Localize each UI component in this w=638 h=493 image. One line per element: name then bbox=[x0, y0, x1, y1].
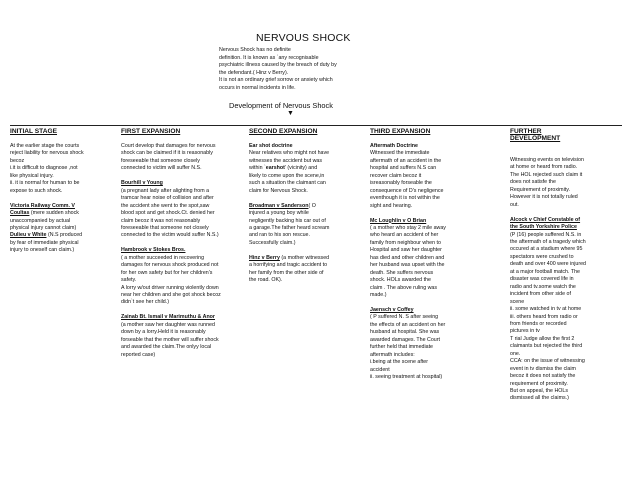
text-line: T rial Judge allow the first 2 bbox=[510, 335, 575, 342]
text-line: her family from the other side of bbox=[249, 269, 324, 276]
heading-initial-stage bbox=[10, 128, 57, 135]
text-line: requirement of proximity. bbox=[510, 380, 568, 387]
text-line: and ran to his son rescue. bbox=[249, 232, 310, 239]
text-line: becoz it does not satisfy the bbox=[510, 373, 576, 380]
text-line: foreseeable that someone not closely bbox=[121, 224, 209, 231]
case-name bbox=[510, 217, 586, 224]
intro-line: definition. It is known as `any recognisable bbox=[219, 54, 319, 61]
text-line: hospital and suffers N.S can bbox=[370, 165, 437, 172]
text-line: claim . The above ruling was bbox=[370, 284, 438, 291]
text-line: accident bbox=[370, 366, 390, 373]
text-line: unaccompanied by actual bbox=[10, 217, 71, 224]
text-line: within `earshot' (vicinity) and bbox=[249, 165, 318, 172]
text-line: for her own safety but for her children's bbox=[121, 269, 213, 276]
text-line: shock. HOLs awarded the bbox=[370, 277, 431, 284]
text-line: pictures in tv bbox=[510, 328, 540, 335]
text-line: ( a mother who stay 2 mile away bbox=[370, 224, 446, 231]
text-line: ii. some watched in tv at home bbox=[510, 306, 582, 313]
heading-third-expansion bbox=[370, 128, 430, 135]
text-line: i.it is difficult to diagnose ,not bbox=[10, 165, 78, 172]
text-line: forseable that the mother will suffer shock bbox=[121, 336, 219, 343]
column-third-expansion bbox=[370, 143, 446, 381]
heading-further-development bbox=[510, 128, 560, 142]
text-line: But on appeal, the HOLs bbox=[510, 388, 569, 395]
text-line: Witnessed the immediate bbox=[370, 150, 430, 157]
text-line: tramcar hear noise of collision and after bbox=[121, 195, 214, 202]
page-title: NERVOUS SHOCK bbox=[256, 32, 351, 44]
text-line: from friends or recorded bbox=[510, 320, 567, 327]
text-line: Hospital and saw her daughter bbox=[370, 247, 442, 254]
text-line: further held that immediate bbox=[370, 344, 434, 351]
heading-first-expansion bbox=[121, 128, 180, 135]
text-line: CCA: on the issue of witnessing bbox=[510, 358, 585, 365]
timeline-divider bbox=[10, 125, 622, 126]
case-title: Victoria Railway Comm. V bbox=[10, 202, 75, 209]
intro-line: Nervous Shock has no definite bbox=[219, 47, 291, 53]
case-name bbox=[370, 307, 446, 314]
text-line: reported case) bbox=[121, 351, 156, 358]
case-name: Dulieu v White (N.S produced bbox=[10, 232, 83, 239]
text-line: A lorry w/out driver running violently down bbox=[121, 284, 219, 291]
text-line: iii. others heard from radio or bbox=[510, 313, 578, 320]
text-line: occured at a stadium where 95 bbox=[510, 246, 583, 253]
text-line: at a major football match. The bbox=[510, 268, 580, 275]
intro-line: psychiatric illness caused by the breach of duty by bbox=[219, 62, 337, 69]
heading-second-expansion bbox=[249, 128, 317, 135]
case-title: Broadman v Sanderson bbox=[249, 202, 309, 209]
text-line: out. bbox=[510, 201, 519, 208]
text-line: shock can be claimed if it is reasonably bbox=[121, 150, 213, 157]
text-line: the effects of an accident on her bbox=[370, 321, 446, 328]
text-line: ( a mother succeeded in recovering bbox=[121, 254, 205, 261]
case-title: Zainab Bt. Ismail v Marimuthu & Anor bbox=[121, 314, 215, 321]
text-line: recover claim becoz it bbox=[370, 172, 422, 179]
text-line: near her children and she got shock becoz bbox=[121, 292, 221, 299]
text-line: dismissed all the claims.) bbox=[510, 395, 569, 402]
text-line: consequence of D's negligence bbox=[370, 187, 444, 194]
text-line: blood spot and get shock.Ct. denied her bbox=[121, 210, 215, 217]
text-line: claim for Nervous Shock. bbox=[249, 187, 308, 194]
text-line: reject liability for nervous shock bbox=[10, 150, 84, 157]
arrow-down-icon: ▼ bbox=[287, 110, 294, 117]
text-line: witnesses the accident but was bbox=[249, 157, 323, 164]
case-title: Ear shot doctrine bbox=[249, 143, 293, 149]
text-line: At the earlier stage the courts bbox=[10, 143, 80, 149]
text-line: connected to victim will suffer N.S. bbox=[121, 165, 202, 172]
text-line: family from neighbour when to bbox=[370, 239, 441, 246]
text-line: i.being at the scene after bbox=[370, 359, 429, 366]
text-line: The HOL rejected such claim it bbox=[510, 171, 583, 178]
text-line: spectators were crushed to bbox=[510, 253, 574, 260]
case-title: Aftermath Doctrine bbox=[370, 143, 418, 149]
column-further-development bbox=[510, 157, 586, 403]
text-line: the accident she went to the spot,saw bbox=[121, 202, 210, 209]
case-name: Broadman v Sanderson( O bbox=[249, 202, 316, 209]
line-gap bbox=[370, 300, 446, 307]
text-line: expose to such shock. bbox=[10, 187, 63, 194]
text-line: who heard an accident of her bbox=[370, 232, 439, 239]
text-line: the aftermath of a tragedy which bbox=[510, 238, 586, 245]
text-line: likely to come upon the scene,in bbox=[249, 172, 325, 179]
text-line: death. She suffers nervous bbox=[370, 269, 434, 276]
case-name: Hinz v Berry (a mother witnessed bbox=[249, 254, 330, 261]
intro-line: occurs in normal incidents in life. bbox=[219, 84, 296, 91]
heading-line: THIRD EXPANSION bbox=[370, 128, 431, 135]
text-line: Court develop that damages for nervous bbox=[121, 143, 216, 149]
text-line: Near relatives who might not have bbox=[249, 150, 330, 157]
case-name bbox=[510, 224, 586, 231]
case-title: Bourhill v Young bbox=[121, 180, 163, 187]
text-line: such a situation the claimant can bbox=[249, 180, 326, 187]
heading-line: FURTHER bbox=[510, 128, 542, 135]
text-line: awarded damages. The Court bbox=[370, 336, 440, 343]
line-gap bbox=[10, 195, 84, 202]
case-name bbox=[370, 218, 446, 225]
case-title: Jaensch v Coffey bbox=[370, 306, 414, 313]
doctrine-name bbox=[249, 143, 329, 150]
case-name bbox=[121, 247, 221, 254]
text-line: Requirement of proximity. bbox=[510, 186, 570, 193]
heading-line: FIRST EXPANSION bbox=[121, 128, 181, 135]
text-line: eventhough it is not within the bbox=[370, 195, 440, 202]
text-line: a garage.The father heard scream bbox=[249, 224, 330, 231]
text-line: ii. it is normal for human to be bbox=[10, 180, 80, 187]
text-line: safety. bbox=[121, 277, 137, 284]
case-name bbox=[121, 314, 221, 321]
line-gap bbox=[121, 173, 221, 180]
text-line: husband at hospital. She was bbox=[370, 329, 440, 336]
case-name bbox=[121, 180, 221, 187]
text-line: connected to the victim would suffer N.S.) bbox=[121, 232, 219, 239]
case-title: Mc Loughlin v O Brian bbox=[370, 217, 427, 224]
text-line: the road. OK). bbox=[249, 277, 283, 284]
text-line: negligently backing his car out of bbox=[249, 217, 326, 224]
text-line: a horrifying and tragic accident to bbox=[249, 262, 328, 269]
text-line: didn`t see her child.) bbox=[121, 299, 169, 306]
development-title: Development of Nervous Shock bbox=[229, 101, 333, 110]
text-line: incident from other side of bbox=[510, 291, 571, 298]
text-line: ii. seeing treatment at hospital) bbox=[370, 374, 443, 381]
text-line: like physical injury. bbox=[10, 172, 54, 179]
text-line: does not satisfe the bbox=[510, 179, 556, 186]
line-gap bbox=[121, 240, 221, 247]
heading-line: SECOND EXPANSION bbox=[249, 128, 318, 135]
text-line: and awarded the claim.The onlyy local bbox=[121, 344, 212, 351]
text-line: death and over 400 were injured bbox=[510, 261, 586, 268]
case-title: Coultas bbox=[10, 210, 30, 217]
column-initial-stage bbox=[10, 143, 84, 255]
text-line: isreasonably forseable the bbox=[370, 180, 432, 187]
case-title: Dulieu v White bbox=[10, 232, 47, 239]
text-line: disaster was covered life in bbox=[510, 276, 574, 283]
text-line: made.) bbox=[370, 292, 387, 299]
text-line: Witnessing events on television bbox=[510, 157, 584, 163]
text-line: sight and hearing. bbox=[370, 202, 413, 209]
text-line: (a pregnant lady after alighting from a bbox=[121, 187, 210, 194]
column-second-expansion bbox=[249, 143, 329, 285]
text-line: radio and tv.some watch the bbox=[510, 283, 576, 290]
text-line: claim becoz it was not reasonably bbox=[121, 217, 201, 224]
case-title: Hambrook v Stokes Bros. bbox=[121, 247, 186, 254]
text-line: injury to oneself can claim.) bbox=[10, 247, 75, 254]
heading-line: INITIAL STAGE bbox=[10, 128, 58, 135]
line-gap bbox=[249, 195, 329, 202]
intro-line: It is not an ordinary grief sorrow or anxiety which bbox=[219, 77, 333, 84]
text-line: However it is not totally ruled bbox=[510, 194, 578, 201]
emphasis: earshot bbox=[265, 165, 285, 172]
text-line: claimants but rejected the third bbox=[510, 343, 583, 350]
line-gap bbox=[121, 307, 221, 314]
case-title: Alcock v Chief Constable of bbox=[510, 216, 581, 223]
text-line: injured a young boy while bbox=[249, 210, 309, 217]
heading-line: DEVELOPMENT bbox=[510, 135, 561, 142]
text-line: Successfully claim.) bbox=[249, 239, 296, 246]
text-line: foreseeable that someone closely bbox=[121, 157, 200, 164]
text-line: becoz bbox=[10, 157, 25, 164]
text-line: aftermath of an accident in the bbox=[370, 157, 442, 164]
text-line: one. bbox=[510, 350, 521, 357]
text-line: (a mother saw her daughter was runned bbox=[121, 321, 215, 328]
doctrine-name bbox=[370, 143, 446, 150]
line-gap bbox=[249, 247, 329, 254]
intro-line: the defendant.( Hinz v Berry). bbox=[219, 69, 289, 76]
text-line: by fear of immediate physical bbox=[10, 239, 79, 246]
case-name: Coultas (mere sudden shock bbox=[10, 210, 79, 217]
text-line: down by a lorry.Held it is reasonably bbox=[121, 329, 206, 336]
text-line: physical injury cannot claim) bbox=[10, 224, 77, 231]
text-line: has died and other children and bbox=[370, 254, 445, 261]
text-line: damages for nervous shock produced not bbox=[121, 262, 219, 269]
case-title: the South Yorkshire Police bbox=[510, 224, 577, 231]
text-line: (P (16) people suffered N.S. in bbox=[510, 231, 582, 238]
text-line: scene bbox=[510, 298, 525, 305]
line-gap bbox=[510, 209, 586, 216]
column-first-expansion bbox=[121, 143, 221, 359]
text-line: event in tv dismiss the claim bbox=[510, 365, 576, 372]
case-name bbox=[10, 203, 84, 210]
line-gap bbox=[370, 210, 446, 217]
case-title: Hinz v Berry bbox=[249, 254, 280, 261]
text-line: at home or heard from radio. bbox=[510, 164, 578, 171]
intro-definition bbox=[219, 47, 369, 93]
text-line: aftermath includes: bbox=[370, 351, 415, 358]
text-line: her husband was upset with the bbox=[370, 262, 445, 269]
text-line: ( P suffered N. S after seeing bbox=[370, 314, 439, 321]
